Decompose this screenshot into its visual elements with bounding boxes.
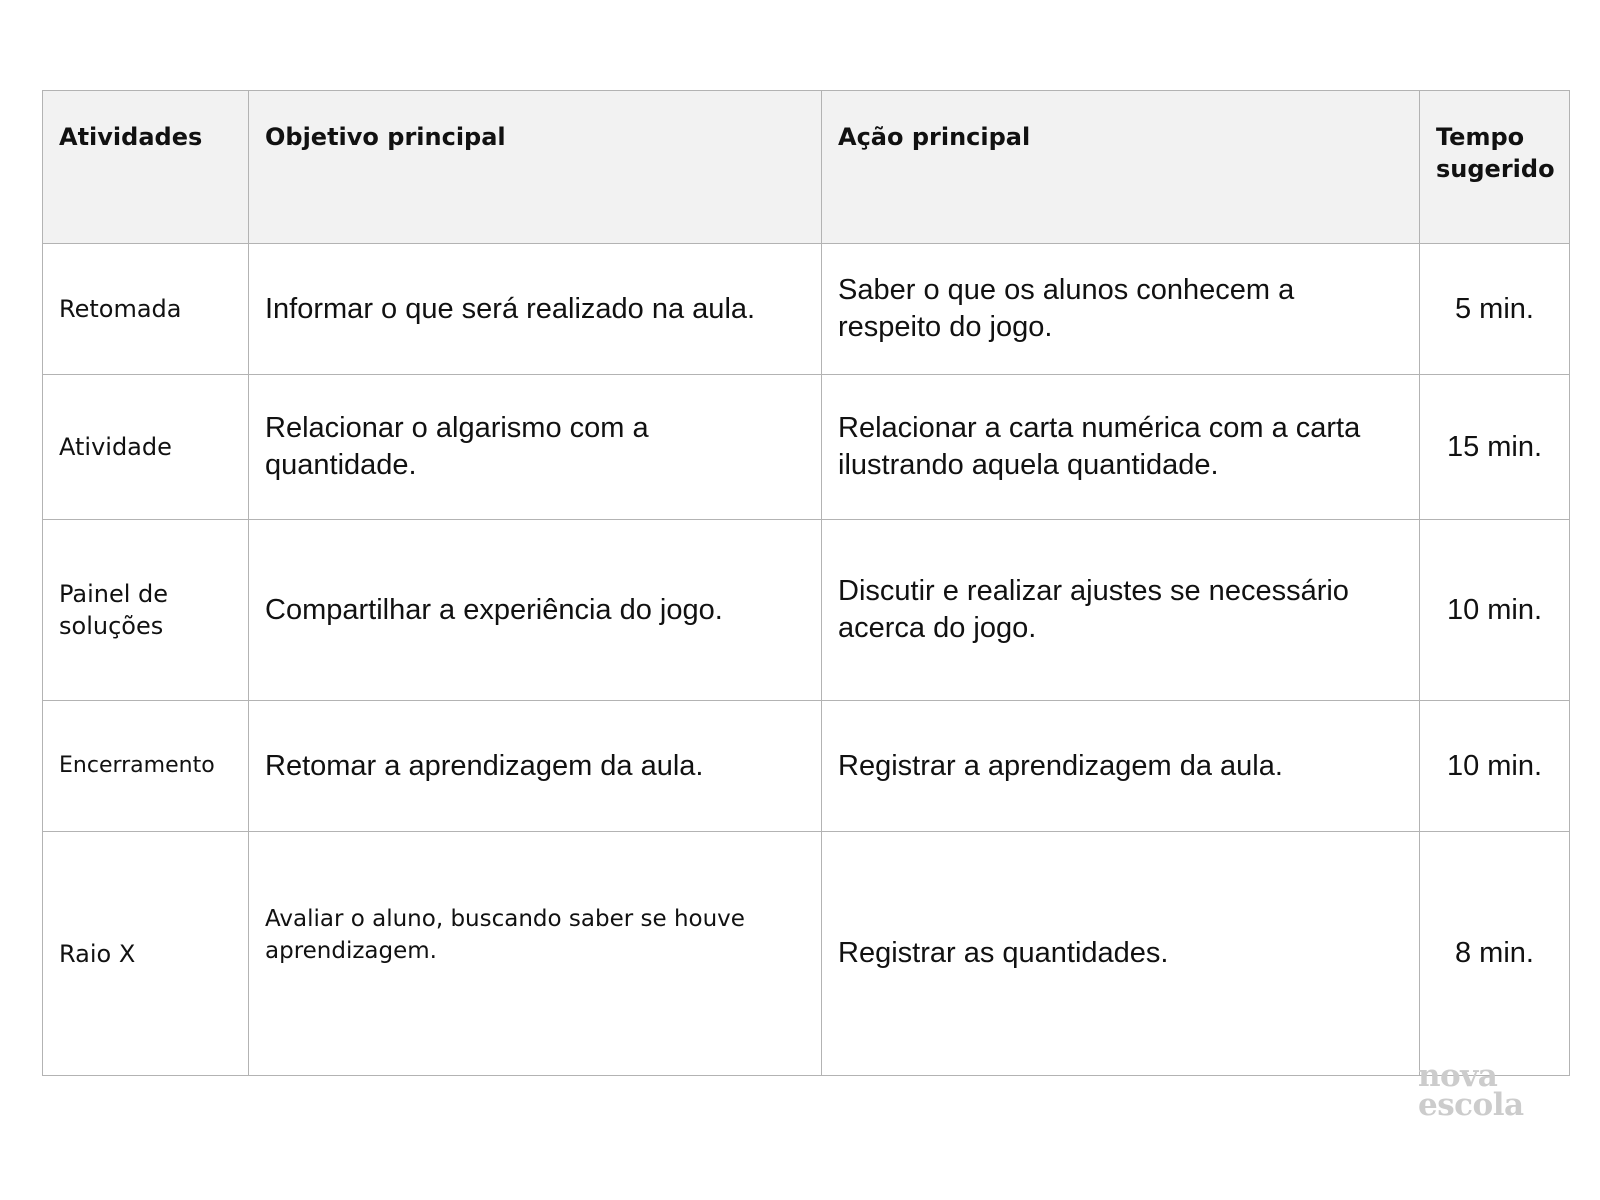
table-row [43, 520, 1570, 701]
time-cell: 10 min. [1420, 520, 1570, 701]
table-header-row [43, 91, 1570, 244]
action-cell: Relacionar a carta numérica com a carta ilustrando aquela quantidade. [822, 375, 1420, 520]
activity-cell: Painel de soluções [43, 520, 249, 701]
time-cell: 15 min. [1420, 375, 1570, 520]
header-objective: Objetivo principal [249, 91, 822, 244]
logo-line-1: nova [1418, 1058, 1498, 1094]
activity-cell: Retomada [43, 244, 249, 375]
objective-cell: Retomar a aprendizagem da aula. [249, 701, 822, 832]
header-activities: Atividades [43, 91, 249, 244]
header-action: Ação principal [822, 91, 1420, 244]
time-cell: 8 min. [1420, 832, 1570, 1076]
table-row [43, 832, 1570, 1076]
action-cell: Registrar a aprendizagem da aula. [822, 701, 1420, 832]
action-cell: Saber o que os alunos conhecem a respeito do jogo. [822, 244, 1420, 375]
objective-cell: Informar o que será realizado na aula. [249, 244, 822, 375]
table-row [43, 375, 1570, 520]
table-row [43, 244, 1570, 375]
time-cell: 10 min. [1420, 701, 1570, 832]
activity-cell: Encerramento [43, 701, 249, 832]
activity-cell: Raio X [43, 832, 249, 1076]
activity-cell: Atividade [43, 375, 249, 520]
header-time: Tempo sugerido [1420, 91, 1570, 244]
nova-escola-logo [1418, 1058, 1524, 1123]
table-row [43, 701, 1570, 832]
action-cell: Registrar as quantidades. [822, 832, 1420, 1076]
time-cell: 5 min. [1420, 244, 1570, 375]
objective-cell: Relacionar o algarismo com a quantidade. [249, 375, 822, 520]
objective-cell: Avaliar o aluno, buscando saber se houve aprendizagem. [249, 832, 822, 1076]
lesson-plan-table [42, 90, 1570, 1076]
action-cell: Discutir e realizar ajustes se necessário acerca do jogo. [822, 520, 1420, 701]
objective-cell: Compartilhar a experiência do jogo. [249, 520, 822, 701]
logo-line-2: escola [1418, 1087, 1524, 1123]
